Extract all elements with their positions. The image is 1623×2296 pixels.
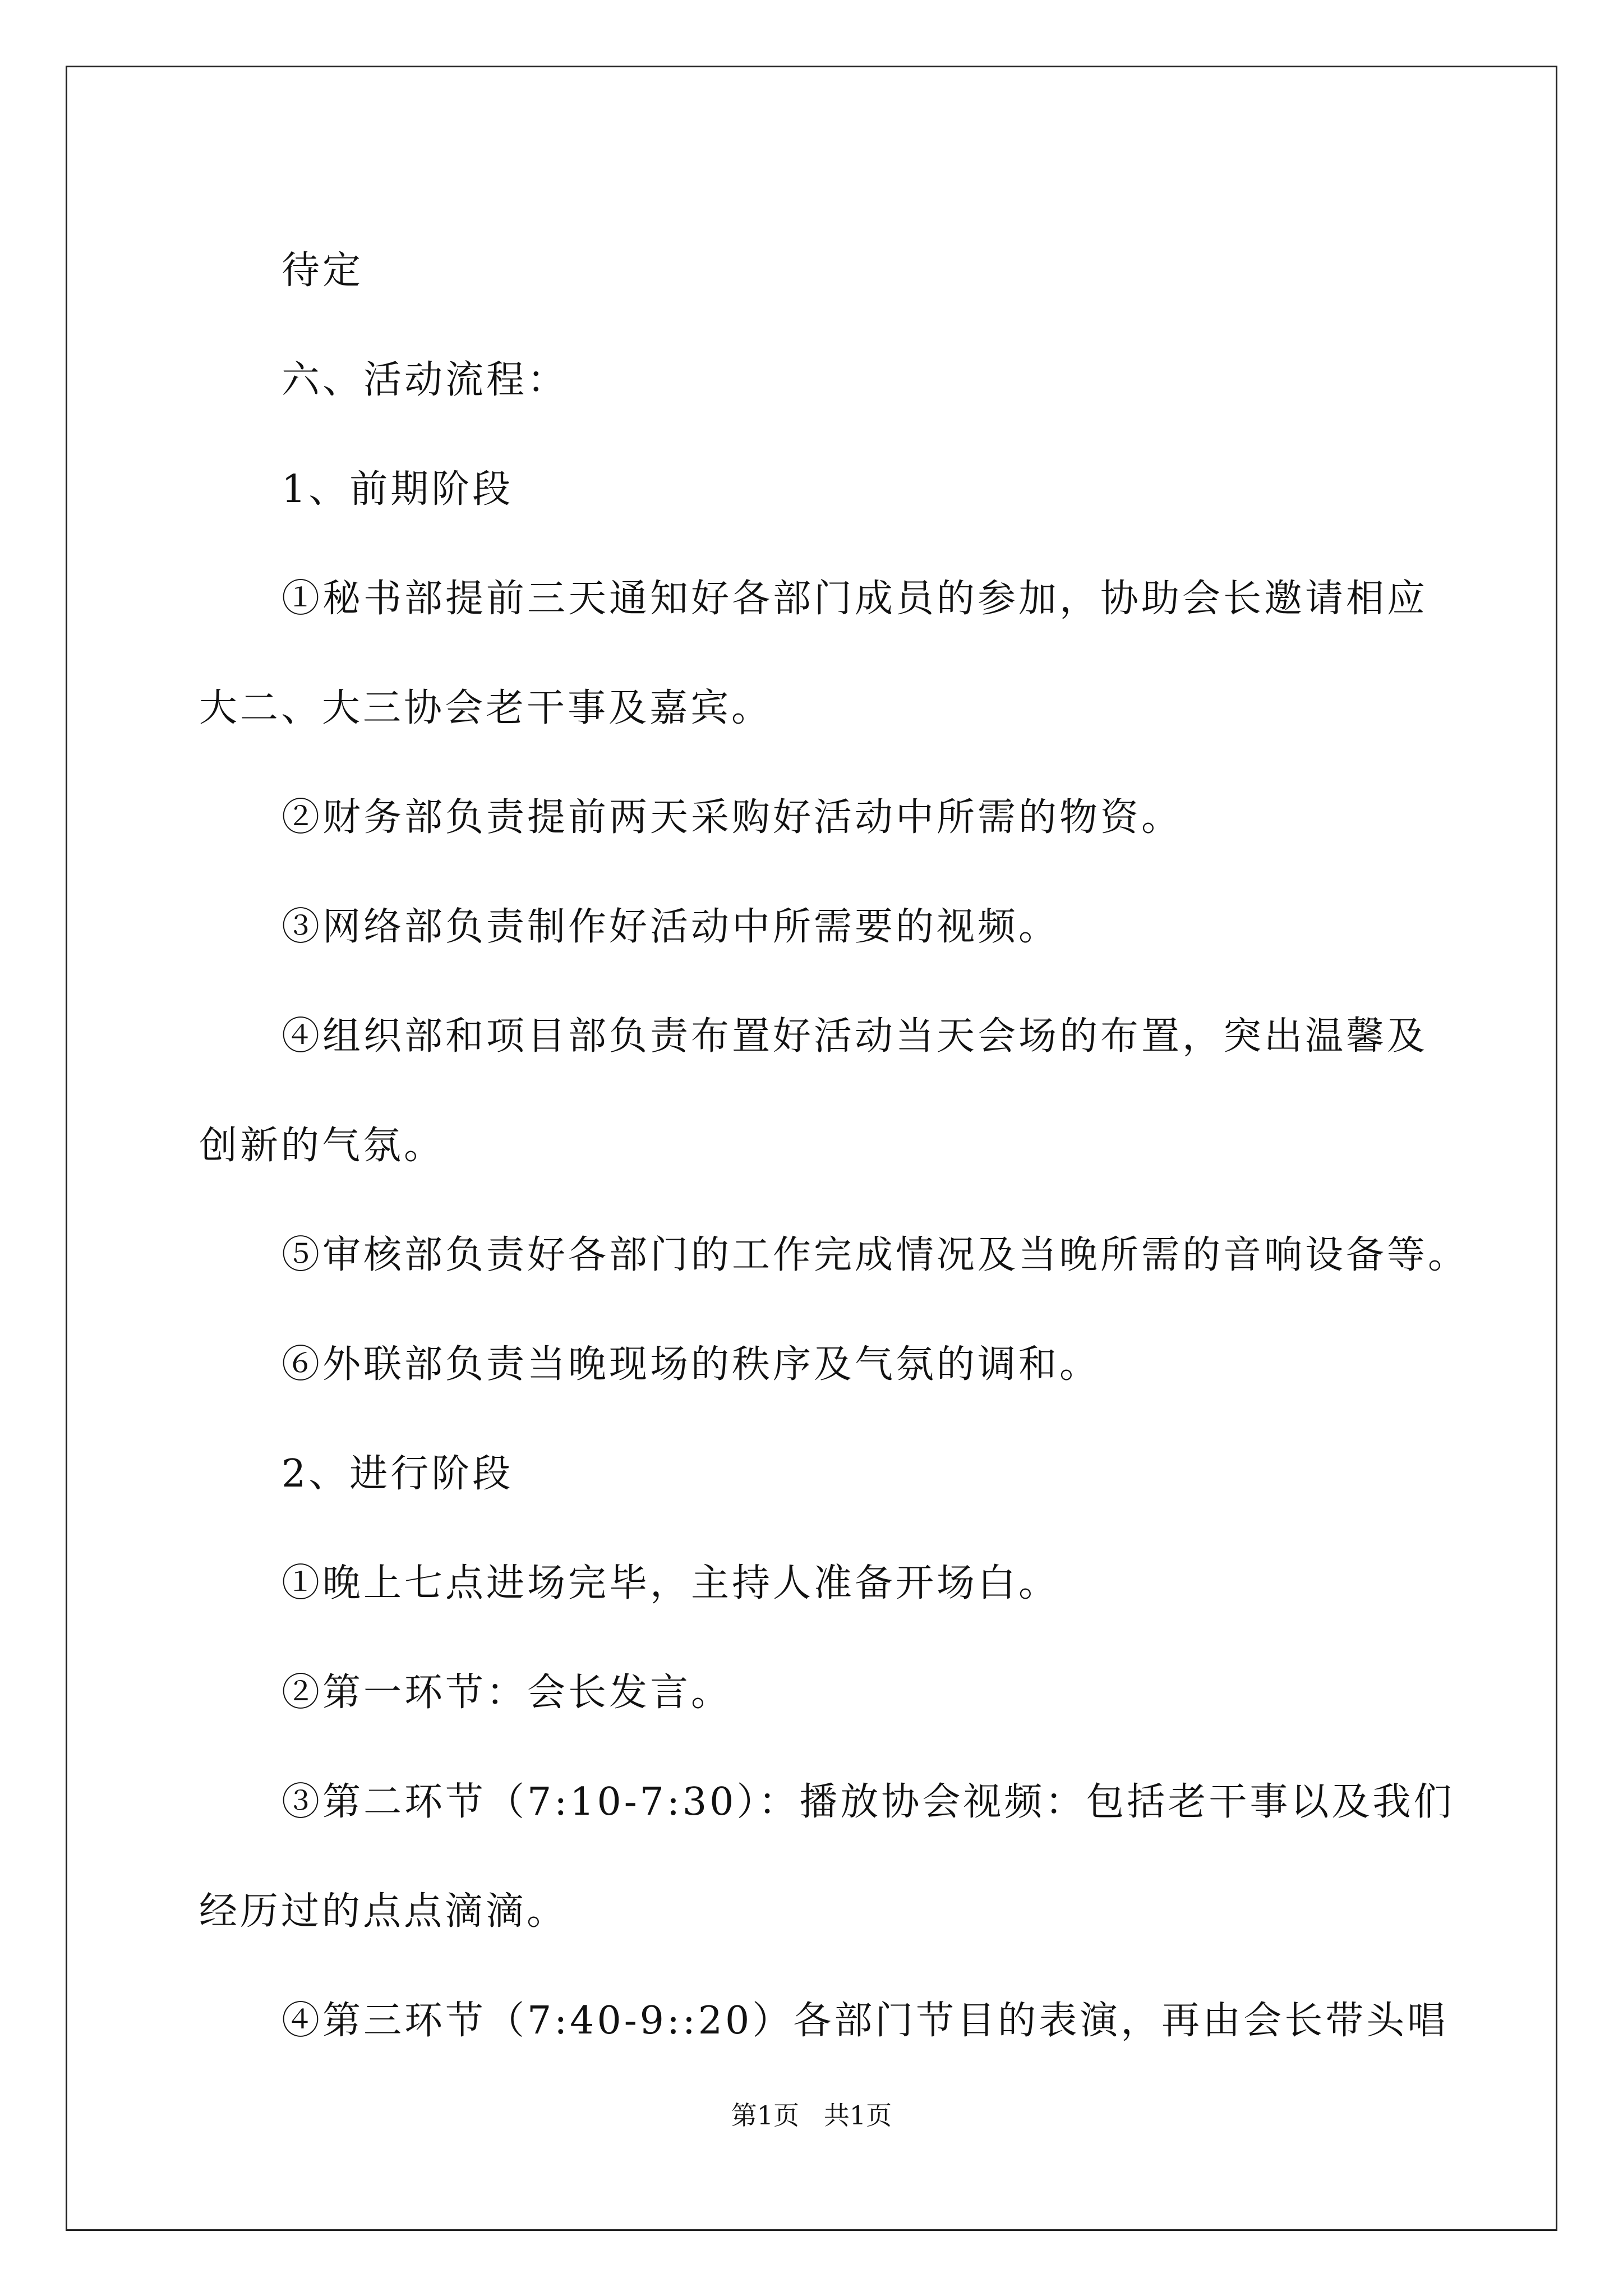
paragraph: ③网络部负责制作好活动中所需要的视频。: [282, 905, 1060, 949]
paragraph: ①晚上七点进场完毕，主持人准备开场白。: [282, 1561, 1060, 1605]
paragraph: ④组织部和项目部负责布置好活动当天会场的布置，突出温馨及: [282, 1014, 1428, 1059]
section-heading: 六、活动流程：: [282, 358, 569, 402]
paragraph: ③第二环节（7:10-7:30）：播放协会视频：包括老干事以及我们: [282, 1780, 1455, 1824]
paragraph-continuation: 创新的气氛。: [199, 1124, 445, 1168]
paragraph: ⑥外联部负责当晚现场的秩序及气氛的调和。: [282, 1342, 1101, 1387]
paragraph: ⑤审核部负责好各部门的工作完成情况及当晚所需的音响设备等。: [282, 1233, 1469, 1277]
paragraph: 待定: [282, 249, 364, 293]
paragraph-continuation: 经历过的点点滴滴。: [199, 1889, 568, 1934]
page-footer: 第1页 共1页: [731, 2100, 892, 2131]
subsection-heading: 2、进行阶段: [282, 1452, 514, 1496]
paragraph: ①秘书部提前三天通知好各部门成员的参加，协助会长邀请相应: [282, 577, 1428, 621]
paragraph: ④第三环节（7:40-9::20）各部门节目的表演，再由会长带头唱: [282, 1999, 1449, 2043]
paragraph: ②财务部负责提前两天采购好活动中所需的物资。: [282, 795, 1183, 840]
document-body: [199, 216, 1469, 2076]
paragraph-continuation: 大二、大三协会老干事及嘉宾。: [199, 686, 773, 730]
paragraph: ②第一环节：会长发言。: [282, 1671, 732, 1715]
subsection-heading: 1、前期阶段: [282, 467, 514, 512]
